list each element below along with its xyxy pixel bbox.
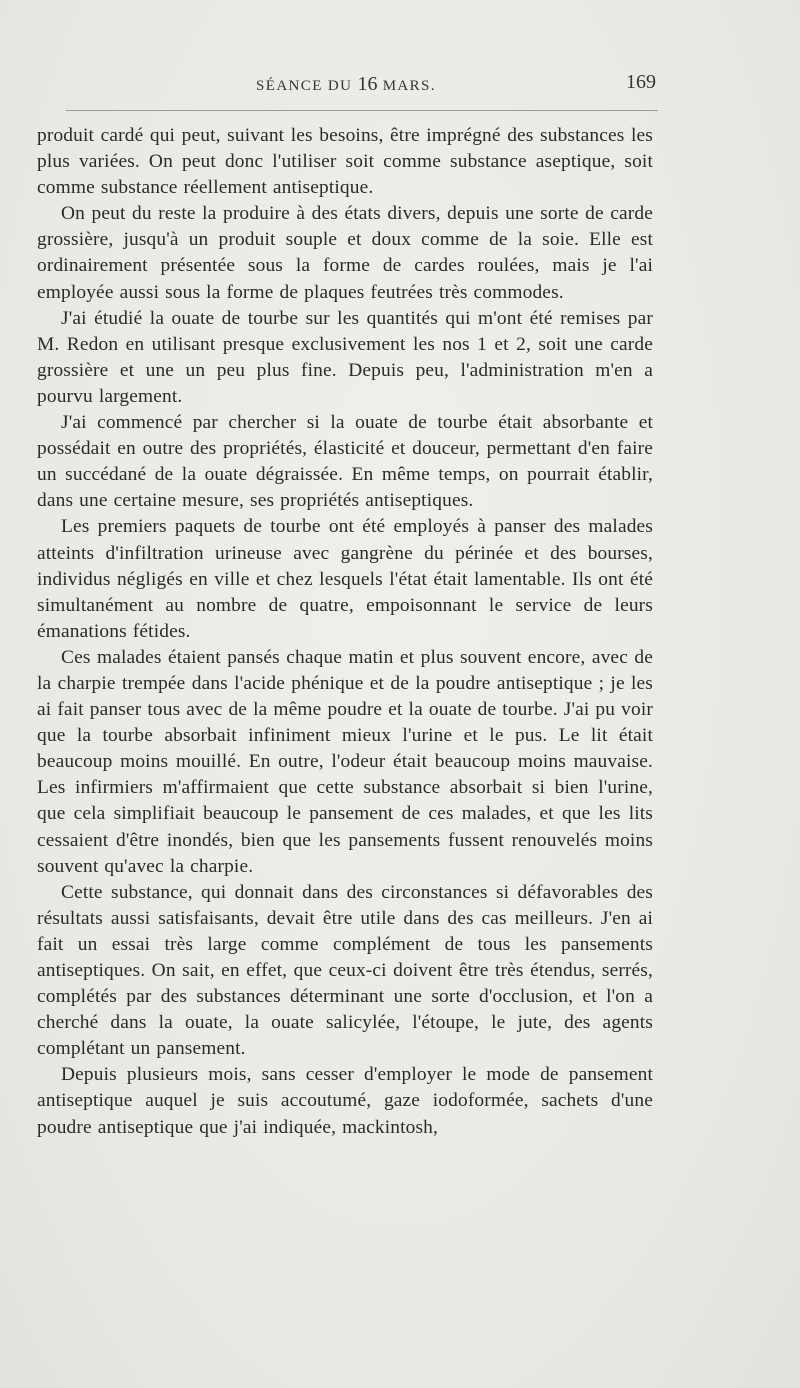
running-head-prefix: SÉANCE DU (256, 78, 353, 94)
running-head (36, 73, 656, 96)
paragraph-4: J'ai commencé par chercher si la ouate de tourbe était absorbante et possédait en outre des propriétés, élasticité et douceur, permettant d'en faire un succédané de la ouate dégraissée. En même temps, on pourrait établir, dans une certaine mesure, ses propriétés antiseptiques. (37, 412, 653, 512)
paragraph-8: Depuis plusieurs mois, sans cesser d'employer le mode de pansement antiseptique auquel je suis accoutumé, gaze iodoformée, sachets d'une poudre antiseptique que j'ai indiquée, mackintosh, (37, 1064, 653, 1138)
running-head-day: 16 (357, 73, 378, 95)
header-rule (66, 110, 658, 111)
running-head-month: MARS. (382, 78, 436, 94)
paragraph-1: produit cardé qui peut, suivant les besoins, être imprégné des substances les plus variées. On peut donc l'utiliser soit comme substance aseptique, soit comme substance réellement antiseptique. (37, 125, 653, 199)
page-number: 169 (626, 71, 656, 93)
paragraph-2: On peut du reste la produire à des états divers, depuis une sorte de carde grossière, jusqu'à un produit souple et doux comme de la soie. Elle est ordinairement présentée sous la forme de cardes roulées, mais je l'ai employée aussi sous la forme de plaques feutrées très commodes. (37, 203, 653, 303)
paragraph-6: Ces malades étaient pansés chaque matin et plus souvent encore, avec de la charpie trempée dans l'acide phénique et de la poudre antiseptique ; je les ai fait panser tous avec de la même poudre et la ouate de tourbe. J'ai pu voir que la tourbe absorbait infiniment mieux l'urine et le pus. Le lit était beaucoup moins mouillé. En outre, l'odeur était beaucoup moins mauvaise. Les infirmiers m'affirmaient que cette substance absorbait si bien l'urine, que cela simplifiait beaucoup le pansement de ces malades, et que les lits cessaient d'être inondés, bien que les pansements fussent renouvelés moins souvent qu'avec la charpie. (37, 646, 653, 877)
body-text (37, 123, 653, 1141)
paragraph-5: Les premiers paquets de tourbe ont été employés à panser des malades atteints d'infiltration urineuse avec gangrène du périnée et des bourses, individus négligés en ville et chez lesquels l'état était lamentable. Ils ont été simultanément au nombre de quatre, empoisonnant le service de leurs émanations fétides. (37, 516, 653, 642)
paragraph-3: J'ai étudié la ouate de tourbe sur les quantités qui m'ont été remises par M. Redon en utilisant presque exclusivement les nos 1 et 2, soit une carde grossière et une un peu plus fine. Depuis peu, l'administration m'en a pourvu largement. (37, 307, 653, 407)
paragraph-7: Cette substance, qui donnait dans des circonstances si défavorables des résultats aussi satisfaisants, devait être utile dans des cas meilleurs. J'en ai fait un essai très large comme complément de tous les pansements antiseptiques. On sait, en effet, que ceux-ci doivent être très étendus, serrés, complétés par des substances déterminant une sorte d'occlusion, et l'on a cherché dans la ouate, la ouate salicylée, l'étoupe, le jute, des agents complétant un pansement. (37, 881, 653, 1060)
page-header (36, 73, 656, 103)
